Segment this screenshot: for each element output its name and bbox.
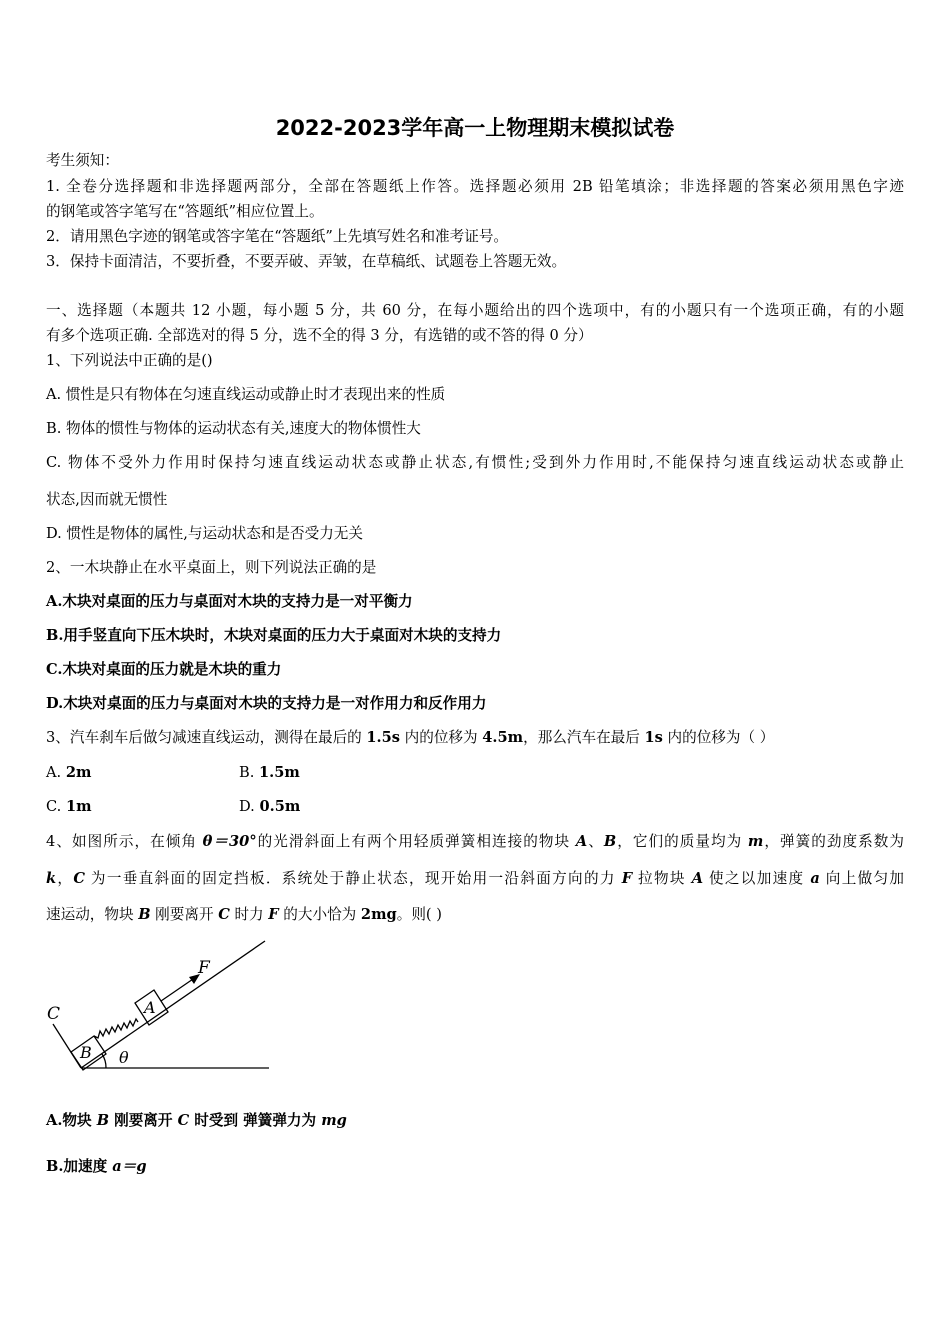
q3-options-row-1 — [46, 763, 300, 783]
q3-option-a: A. 2m — [46, 764, 92, 781]
spring — [94, 1019, 138, 1038]
q1-option-c: C. 物体不受外力作用时保持匀速直线运动状态或静止状态,有惯性;受到外力作用时,不能保持匀速直线运动状态或静止 — [46, 454, 904, 471]
notice-item-3: 3．保持卡面清洁，不要折叠，不要弄破、弄皱，在草稿纸、试题卷上答题无效。 — [46, 253, 567, 270]
q1-option-a: A. 惯性是只有物体在匀速直线运动或静止时才表现出来的性质 — [46, 386, 446, 403]
q3-option-b: B. 1.5m — [239, 764, 300, 781]
q4-stem-line-2: k，C 为一垂直斜面的固定挡板．系统处于静止状态，现开始用一沿斜面方向的力 F 拉物块 A 使之以加速度 a 向上做匀加 — [46, 870, 905, 887]
label-a: A — [144, 998, 156, 1017]
label-c: C — [47, 1004, 61, 1024]
q4-option-b: B.加速度 a＝g — [46, 1158, 147, 1175]
q4-stem-line-1: 4、如图所示，在倾角 θ＝30°的光滑斜面上有两个用轻质弹簧相连接的物块 A、B，它们的质量均为 m，弹簧的劲度系数为 — [46, 833, 904, 850]
q1-option-d: D. 惯性是物体的属性,与运动状态和是否受力无关 — [46, 525, 363, 542]
section-header: 一、选择题（本题共 12 小题，每小题 5 分，共 60 分，在每小题给出的四个选项中，有的小题只有一个选项正确，有的小题 — [46, 302, 904, 319]
q1-stem: 1、下列说法中正确的是() — [46, 352, 213, 369]
q3-options-row-2 — [46, 797, 301, 817]
label-b: B — [80, 1043, 92, 1062]
q2-stem: 2、一木块静止在水平桌面上，则下列说法正确的是 — [46, 559, 377, 576]
q2-option-d: D.木块对桌面的压力与桌面对木块的支持力是一对作用力和反作用力 — [46, 695, 487, 712]
notice-heading: 考生须知： — [46, 152, 119, 169]
incline-line — [81, 941, 265, 1068]
label-f: F — [198, 958, 210, 978]
q4-stem-line-3: 速运动，物块 B 刚要离开 C 时力 F 的大小恰为 2mg。则( ) — [46, 906, 442, 923]
q1-option-b: B. 物体的惯性与物体的运动状态有关,速度大的物体惯性大 — [46, 420, 421, 437]
q2-option-a: A.木块对桌面的压力与桌面对木块的支持力是一对平衡力 — [46, 593, 413, 610]
section-header-cont: 有多个选项正确. 全部选对的得 5 分，选不全的得 3 分，有选错的或不答的得 0 分） — [46, 327, 593, 344]
page-title: 2022-2023学年高一上物理期末模拟试卷 — [275, 116, 675, 140]
notice-item-1-cont: 的钢笔或答字笔写在“答题纸”相应位置上。 — [46, 203, 324, 220]
label-theta: θ — [119, 1048, 129, 1067]
q3-stem: 3、汽车刹车后做匀减速直线运动，测得在最后的 1.5s 内的位移为 4.5m，那么汽车在最后 1s 内的位移为（ ） — [46, 729, 775, 746]
notice-item-1: 1. 全卷分选择题和非选择题两部分，全部在答题纸上作答。选择题必须用 2B 铅笔填涂；非选择题的答案必须用黑色字迹 — [46, 178, 904, 195]
q1-option-c-cont: 状态,因而就无惯性 — [46, 491, 168, 508]
q4-option-a: A.物块 B 刚要离开 C 时受到 弹簧弹力为 mg — [46, 1112, 347, 1129]
force-arrow — [161, 977, 196, 1001]
notice-item-2: 2．请用黑色字迹的钢笔或答字笔在“答题纸”上先填写姓名和准考证号。 — [46, 228, 509, 245]
q2-option-c: C.木块对桌面的压力就是木块的重力 — [46, 661, 282, 678]
q2-option-b: B.用手竖直向下压木块时，木块对桌面的压力大于桌面对木块的支持力 — [46, 627, 502, 644]
q3-time-2: 1s — [644, 729, 663, 746]
q4-force-value: 2mg — [360, 906, 397, 923]
q3-option-c: C. 1m — [46, 798, 92, 815]
incline-diagram — [40, 935, 280, 1075]
q3-displacement: 4.5m — [482, 729, 524, 746]
q3-option-d: D. 0.5m — [239, 798, 301, 815]
q3-time-1: 1.5s — [366, 729, 401, 746]
